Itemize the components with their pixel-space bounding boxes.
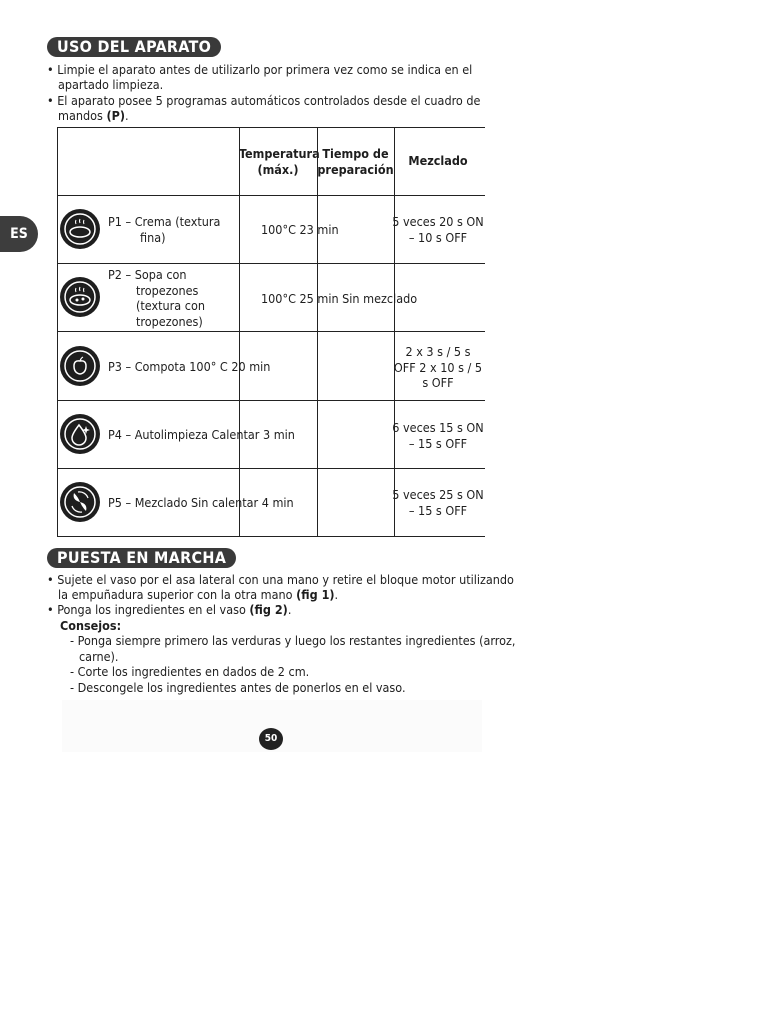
header-time	[317, 146, 394, 177]
bullet-text-part: la empuñadura superior con la otra mano	[58, 587, 297, 602]
bold-reference: (fig 1)	[296, 587, 335, 602]
mix-value	[392, 487, 484, 518]
bullet-text	[58, 587, 338, 603]
soup-bowl-icon	[60, 277, 100, 317]
soup-bowl-icon	[60, 209, 100, 249]
bullet-text-part: .	[287, 602, 292, 617]
mix-text: 5 veces 25 s ON	[392, 487, 484, 502]
header-temperature	[239, 146, 320, 177]
mix-text: – 15 s OFF	[408, 435, 468, 451]
page-number: 50	[259, 728, 283, 750]
header-text: Tiempo de	[322, 146, 389, 161]
program-name	[108, 267, 205, 329]
table-line	[57, 400, 485, 401]
table-line	[239, 127, 240, 537]
tip-text: - Corte los ingredientes en dados de 2 cm.	[70, 664, 310, 679]
mix-value	[392, 214, 484, 245]
header-text: preparación	[317, 161, 394, 177]
water-drop-icon	[60, 414, 100, 454]
mix-text: 5 veces 20 s ON	[392, 214, 484, 229]
bullet-text	[58, 108, 129, 124]
tip-text: - Ponga siempre primero las verduras y luego los restantes ingredientes (arroz,	[70, 633, 516, 648]
program-name-text: fina)	[140, 229, 166, 245]
mix-value	[392, 344, 484, 391]
mix-value	[392, 420, 484, 451]
table-line	[57, 127, 58, 537]
mix-text: OFF 2 x 10 s / 5	[393, 359, 483, 375]
table-line	[317, 127, 318, 537]
bullet-text: • Sujete el vaso por el asa lateral con una mano y retire el bloque motor utilizando	[47, 572, 514, 587]
program-name-text: P1 – Crema (textura	[108, 214, 221, 229]
mix-text: – 15 s OFF	[408, 502, 468, 518]
language-tab: ES	[0, 216, 38, 252]
header-mix: Mezclado	[408, 153, 468, 168]
tips-title: Consejos:	[60, 618, 122, 633]
mix-text: s OFF	[422, 375, 454, 390]
program-name-text: (textura con	[136, 298, 205, 313]
tip-text: carne).	[79, 649, 119, 664]
bullet-text: apartado limpieza.	[58, 77, 164, 92]
temp-time-value: 100°C 23 min	[261, 222, 339, 237]
table-line	[57, 263, 485, 264]
section-title-uso-del-aparato: USO DEL APARATO	[47, 37, 221, 57]
bullet-text: • Limpie el aparato antes de utilizarlo por primera vez como se indica en el	[47, 62, 473, 77]
blade-swirl-icon	[60, 482, 100, 522]
program-name	[108, 214, 220, 245]
bullet-text-part: .	[124, 108, 129, 123]
header-text: (máx.)	[257, 161, 299, 177]
bullet-text-part: .	[334, 587, 339, 602]
bullet-text-part: mandos	[58, 108, 107, 123]
table-line	[57, 536, 485, 537]
table-line	[57, 331, 485, 332]
bold-reference: (P)	[106, 108, 125, 123]
program-name-text: P2 – Sopa con	[108, 267, 187, 282]
apple-icon	[60, 346, 100, 386]
mix-text: 2 x 3 s / 5 s	[405, 344, 471, 359]
table-line	[57, 195, 485, 196]
bullet-text-part: • Ponga los ingredientes en el vaso	[47, 602, 250, 617]
mix-text: 6 veces 15 s ON	[392, 420, 484, 435]
section-title-puesta-en-marcha: PUESTA EN MARCHA	[47, 548, 236, 568]
header-text: Temperatura	[239, 146, 320, 161]
program-name: P5 – Mezclado Sin calentar 4 min	[108, 495, 294, 510]
temp-time-mix-value: 100°C 25 min Sin mezclado	[261, 291, 418, 306]
mix-text: – 10 s OFF	[408, 229, 468, 245]
program-name-text: tropezones	[136, 282, 199, 298]
table-line	[394, 127, 395, 537]
program-name: P4 – Autolimpieza Calentar 3 min	[108, 427, 295, 442]
table-line	[57, 127, 485, 128]
table-line	[57, 468, 485, 469]
program-name: P3 – Compota 100° C 20 min	[108, 359, 271, 374]
bold-reference: (fig 2)	[249, 602, 288, 617]
bullet-text: • El aparato posee 5 programas automáticos controlados desde el cuadro de	[47, 93, 481, 108]
tip-text: - Descongele los ingredientes antes de ponerlos en el vaso.	[70, 680, 406, 695]
bullet-text	[47, 602, 291, 618]
program-name-text: tropezones)	[136, 313, 203, 329]
